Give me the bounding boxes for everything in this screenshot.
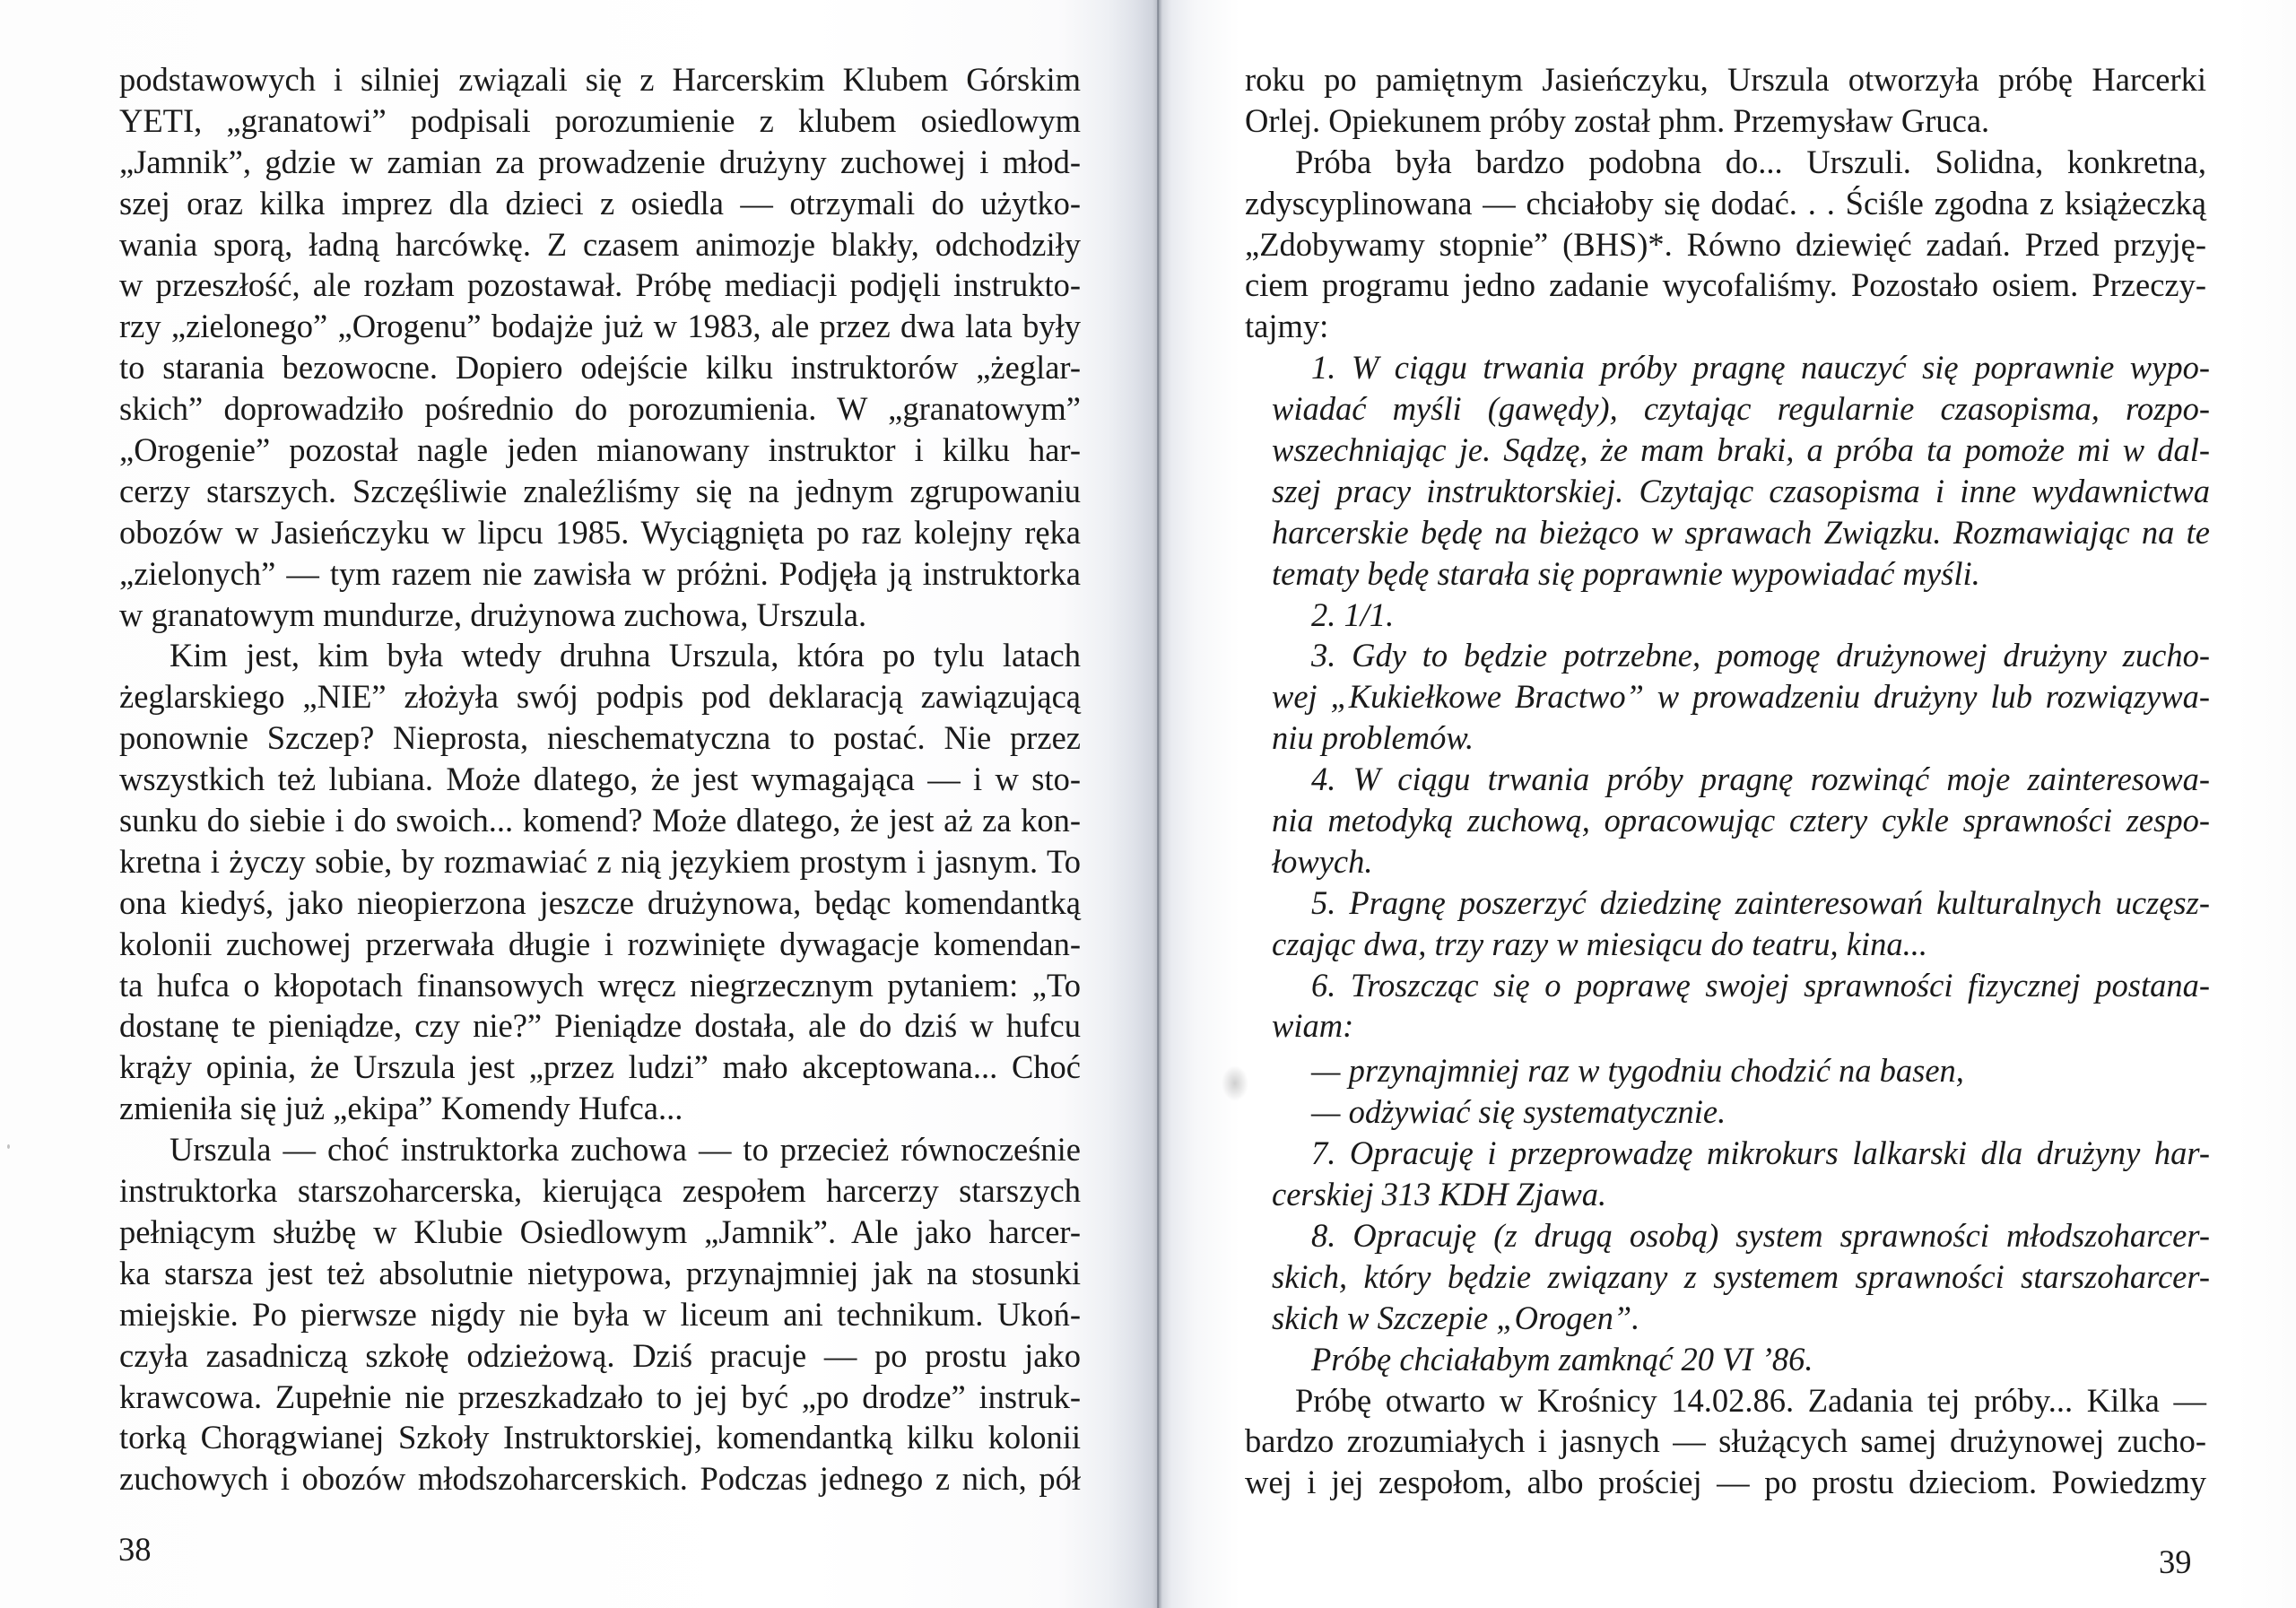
left-page-number: 38: [118, 1531, 152, 1568]
text-line: wania sporą, ładną harcówkę. Z czasem animozje blakły, odchodziły: [119, 225, 1081, 263]
right-page-text-column: [1245, 59, 2210, 1503]
left-page-text-column: [119, 59, 1081, 1499]
right-page-number: 39: [2159, 1543, 2192, 1580]
text-line: tajmy:: [1245, 308, 1329, 345]
text-line: zuchowych i obozów młodszoharcerskich. Podczas jednego z nich, pół: [119, 1460, 1081, 1498]
text-line: ponownie Szczep? Nieprosta, nieschematyczna to postać. Nie przez: [119, 719, 1081, 757]
text-line: „Orogenie” pozostał nagle jeden mianowany instruktor i kilku har-: [119, 431, 1081, 469]
text-line: „Jamnik”, gdzie w zamian za prowadzenie drużyny zuchowej i młod-: [119, 143, 1081, 180]
quoted-task-line: nia metodyką zuchową, opracowując cztery cykle sprawności zespo-: [1272, 802, 2210, 839]
text-line: krawcowa. Zupełnie nie przeszkadzało to jej być „po drodze” instruk-: [119, 1378, 1081, 1415]
paragraph-first-line: Kim jest, kim była wtedy druhna Urszula, która po tylu latach: [170, 637, 1081, 674]
text-line: podstawowych i silniej związali się z Harcerskim Klubem Górskim: [119, 61, 1081, 98]
text-line: „zielonych” — tym razem nie zawisła w próżni. Podjęła ją instruktorka: [119, 554, 1081, 592]
text-line: roku po pamiętnym Jasieńczyku, Urszula otworzyła próbę Harcerki: [1245, 61, 2206, 98]
quoted-task-line: 3. Gdy to będzie potrzebne, pomogę drużynowej drużyny zucho-: [1311, 637, 2210, 674]
quoted-task-line: czając dwa, trzy razy w miesiącu do teatru, kina...: [1272, 925, 1927, 962]
text-line: czyła zasadniczą szkołę odzieżową. Dziś pracuje — po prostu jako: [119, 1336, 1081, 1374]
quoted-task-line: 8. Opracuję (z drugą osobą) system sprawności młodszoharcer-: [1311, 1216, 2210, 1254]
quoted-task-line: 1. W ciągu trwania próby pragnę nauczyć się poprawnie wypo-: [1311, 349, 2210, 387]
quoted-task-line: Próbę chciałabym zamknąć 20 VI ’86.: [1311, 1340, 1813, 1378]
text-line: zmieniła się już „ekipa” Komendy Hufca...: [119, 1090, 683, 1127]
text-line: Orlej. Opiekunem próby został phm. Przemysław Gruca.: [1245, 101, 1990, 139]
text-line: dostanę te pieniądze, czy nie?” Pieniądze dostała, ale do dziś w hufcu: [119, 1007, 1081, 1045]
text-line: wej i jej zespołom, albo prościej — po prostu dzieciom. Powiedzmy: [1245, 1464, 2206, 1501]
quoted-task-line: 6. Troszcząc się o poprawę swojej sprawności fizycznej postana-: [1311, 966, 2210, 1004]
quoted-task-line: harcerskie będę na bieżąco w sprawach Związku. Rozmawiając na te: [1272, 513, 2210, 551]
quoted-task-line: łowych.: [1272, 842, 1373, 880]
quoted-task-line: szej pracy instruktorskiej. Czytając czasopisma i inne wydawnictwa: [1272, 472, 2210, 509]
text-line: instruktorka starszoharcerska, kierująca zespołem harcerzy starszych: [119, 1172, 1081, 1210]
text-line: obozów w Jasieńczyku w lipcu 1985. Wyciągnięta po raz kolejny ręka: [119, 513, 1081, 551]
text-line: kretna i życzy sobie, by rozmawiać z nią językiem prostym i jasnym. To: [119, 842, 1081, 880]
scan-smudge: [1222, 1065, 1248, 1101]
text-line: żeglarskiego „NIE” złożyła swój podpis pod deklaracją zawiązującą: [119, 678, 1081, 716]
text-line: torką Chorągwianej Szkoły Instruktorskiej, komendantką kilku kolonii: [119, 1419, 1081, 1456]
quoted-task-line: 4. W ciągu trwania próby pragnę rozwinąć moje zainteresowa-: [1311, 761, 2210, 798]
text-line: w granatowym mundurze, drużynowa zuchowa, Urszula.: [119, 595, 867, 633]
quoted-task-line: wej „Kukiełkowe Bractwo” w prowadzeniu drużyny lub rozwiązywa-: [1272, 678, 2210, 716]
text-line: miejskie. Po pierwsze nigdy nie była w liceum ani technikum. Ukoń-: [119, 1295, 1081, 1333]
text-line: YETI, „granatowi” podpisali porozumienie z klubem osiedlowym: [119, 101, 1081, 139]
text-line: ona kiedyś, jako nieopierzona jeszcze drużynowa, będąc komendantką: [119, 883, 1081, 921]
text-line: ka starsza jest też absolutnie nietypowa, przynajmniej jak na stosunki: [119, 1254, 1081, 1291]
text-line: „Zdobywamy stopnie” (BHS)*. Równo dziewięć zadań. Przed przyję-: [1245, 225, 2206, 263]
quoted-task-line: skich w Szczepie „Orogen”.: [1272, 1299, 1640, 1336]
quoted-task-line: tematy będę starała się poprawnie wypowiadać myśli.: [1272, 554, 1980, 592]
text-line: ciem programu jedno zadanie wycofaliśmy. Pozostało osiem. Przeczy-: [1245, 266, 2206, 304]
scan-speck: [7, 1144, 10, 1149]
quoted-task-line: cerskiej 313 KDH Zjawa.: [1272, 1176, 1607, 1213]
paragraph-first-line: Urszula — choć instruktorka zuchowa — to przecież równocześnie: [170, 1131, 1081, 1169]
paragraph-first-line: Próba była bardzo podobna do... Urszuli. Solidna, konkretna,: [1295, 143, 2206, 180]
text-line: w przeszłość, ale rozłam pozostawał. Próbę mediacji podjęli instrukto-: [119, 266, 1081, 304]
text-line: rzy „zielonego” „Orogenu” bodajże już w 1983, ale przez dwa lata były: [119, 308, 1081, 345]
text-line: wszystkich też lubiana. Może dlatego, że jest wymagająca — i w sto-: [119, 761, 1081, 798]
text-line: ta hufca o kłopotach finansowych wręcz niegrzecznym pytaniem: „To: [119, 966, 1081, 1004]
paragraph-first-line: Próbę otwarto w Krośnicy 14.02.86. Zadania tej próby... Kilka —: [1295, 1381, 2206, 1419]
text-line: bardzo zrozumiałych i jasnych — służących samej drużynowej zucho-: [1245, 1422, 2206, 1460]
text-line: zdyscyplinowana — chciałoby się dodać. . . Ściśle zgodna z książeczką: [1245, 184, 2206, 222]
text-line: skich” doprowadziło pośrednio do porozumienia. W „granatowym”: [119, 390, 1081, 428]
right-page: [1159, 0, 2296, 1608]
text-line: krąży opinia, że Urszula jest „przez ludzi” mało akceptowana... Choć: [119, 1048, 1081, 1086]
text-line: kolonii zuchowej przerwała długie i rozwinięte dywagacje komendan-: [119, 925, 1081, 962]
quoted-task-line: wiam:: [1272, 1007, 1354, 1045]
text-line: to starania bezowocne. Dopiero odejście kilku instruktorów „żeglar-: [119, 349, 1081, 387]
quoted-task-line: 7. Opracuję i przeprowadzę mikrokurs lalkarski dla drużyny har-: [1311, 1134, 2210, 1172]
quoted-task-bullet: — odżywiać się systematycznie.: [1311, 1093, 1726, 1131]
quoted-task-line: wiadać myśli (gawędy), czytając regularnie czasopisma, rozpo-: [1272, 390, 2210, 428]
quoted-task-bullet: — przynajmniej raz w tygodniu chodzić na basen,: [1311, 1052, 1964, 1090]
quoted-task-line: 5. Pragnę poszerzyć dziedzinę zainteresowań kulturalnych uczęsz-: [1311, 883, 2210, 921]
quoted-task-line: wszechniając je. Sądzę, że mam braki, a próba ta pomoże mi w dal-: [1272, 431, 2210, 469]
text-line: pełniącym służbę w Klubie Osiedlowym „Jamnik”. Ale jako harcer-: [119, 1213, 1081, 1250]
quoted-task-line: niu problemów.: [1272, 719, 1474, 757]
quoted-task-line: 2. 1/1.: [1311, 595, 1395, 633]
text-line: sunku do siebie i do swoich... komend? Może dlatego, że jest aż za kon-: [119, 802, 1081, 839]
text-line: szej oraz kilka imprez dla dzieci z osiedla — otrzymali do użytko-: [119, 184, 1081, 222]
quoted-task-line: skich, który będzie związany z systemem sprawności starszoharcer-: [1272, 1257, 2210, 1295]
text-line: cerzy starszych. Szczęśliwie znaleźliśmy się na jednym zgrupowaniu: [119, 472, 1081, 509]
